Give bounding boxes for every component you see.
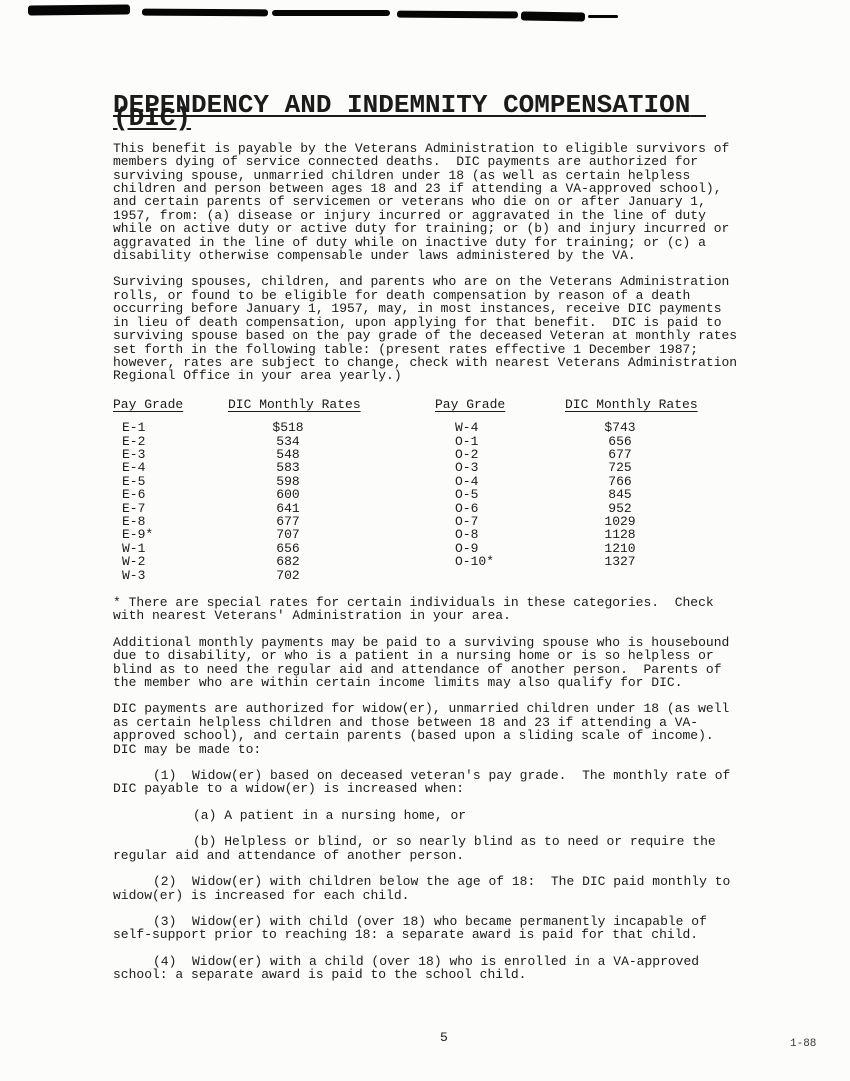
table-row [113, 569, 740, 582]
rate-cell: 1128 [604, 527, 636, 543]
rate-cell: 682 [276, 554, 300, 570]
page-number: 5 [440, 1030, 448, 1045]
rate-cell: 600 [276, 487, 300, 503]
rate-cell: 707 [276, 527, 300, 543]
column-header-pay-grade-right: Pay Grade [435, 396, 506, 412]
pay-grade-cell: E-4 [122, 460, 146, 476]
pay-grade-cell: E-8 [122, 513, 146, 529]
scan-artifact [142, 9, 268, 17]
rate-cell: 548 [276, 446, 300, 462]
pay-grade-cell: O-6 [455, 500, 479, 516]
pay-grade-cell: E-3 [122, 446, 146, 462]
rate-cell: 656 [608, 433, 632, 449]
list-item-2: (2) Widow(er) with children below the age of 18: The DIC paid monthly to widow(er) is increased for each child. [113, 874, 739, 903]
table-row [113, 502, 740, 515]
scan-artifact [521, 11, 585, 21]
rate-cell: 598 [276, 473, 300, 489]
table-row [113, 488, 740, 501]
scan-artifact [28, 4, 130, 15]
table-row [113, 435, 740, 448]
column-header-rates-left: DIC Monthly Rates [228, 396, 361, 412]
paragraph-benefit-overview: This benefit is payable by the Veterans Administration to eligible survivors of members dying of service connected deaths. DIC payments are authorized for surviving spouse, unmarried children under 18 (as well as certain helpless children and person between ages 18 and 23 if attending a VA-approved school), and certain parents of servicemen or veterans who die on or after January 1, 1957, from: (a) disease or injury incurred or aggravated in the line of duty while on active duty or active duty for training; or (b) and injury incurred or aggravated in the line of duty while on inactive duty for training; or (c) a disability otherwise compensable under laws administered by the VA. [113, 140, 738, 264]
pay-grade-cell: O-4 [455, 473, 479, 489]
pay-grade-cell: O-9 [455, 540, 479, 556]
page-title: DEPENDENCY AND INDEMNITY COMPENSATION (DIC) [113, 90, 706, 134]
pay-grade-cell: O-2 [455, 446, 479, 462]
rate-cell: 1210 [604, 540, 636, 556]
pay-grade-cell: W-4 [455, 420, 479, 436]
rate-cell: 677 [608, 446, 632, 462]
pay-grade-cell: W-3 [122, 567, 146, 583]
table-row [113, 475, 740, 488]
table-row [113, 515, 740, 528]
pay-grade-cell: O-10* [455, 554, 495, 570]
list-item-3: (3) Widow(er) with child (over 18) who became permanently incapable of self-support prior to reaching 18: a separate award is paid for that child. [113, 913, 715, 943]
rate-cell [565, 569, 675, 582]
pay-grade-cell: O-3 [455, 460, 479, 476]
rate-cell: 845 [608, 487, 632, 503]
table-row [113, 542, 740, 555]
column-header-rates-right: DIC Monthly Rates [565, 396, 698, 412]
table-row [113, 555, 740, 568]
list-item-4: (4) Widow(er) with a child (over 18) who is enrolled in a VA-approved school: a separate award is paid to the school child. [113, 953, 707, 983]
list-item-1b: (b) Helpless or blind, or so nearly blind as to need or require the regular aid and attendance of another person. [113, 834, 724, 863]
rate-cell: $518 [272, 420, 304, 436]
pay-grade-cell [435, 569, 565, 582]
list-item-1a: (a) A patient in a nursing home, or [193, 807, 467, 823]
table-footnote: * There are special rates for certain individuals in these categories. Check with nearest Veterans' Administration in your area. [113, 595, 722, 624]
table-row [113, 448, 740, 461]
corner-mark: 1-88 [790, 1038, 817, 1050]
rates-table-body [113, 421, 740, 582]
scan-artifact [397, 11, 518, 19]
column-header-pay-grade-left: Pay Grade [113, 396, 184, 412]
pay-grade-cell: E-1 [122, 420, 146, 436]
dic-rates-table [113, 398, 740, 582]
pay-grade-cell: E-2 [122, 433, 146, 449]
paragraph-dic-authorized: DIC payments are authorized for widow(er), unmarried children under 18 (as well as certain helpless children and those between 18 and 23 if attending a VA-approved school), and certain parents (based upon a sliding scale of income). DIC may be made to: [113, 701, 738, 757]
paragraph-additional-payments: Additional monthly payments may be paid to a surviving spouse who is housebound due to disability, or who is a patient in a nursing home or is so helpless or blind as to need the regular aid and attendance of another person. Parents of the member who are within certain income limits may also qualify for DIC. [113, 634, 738, 691]
scan-artifact [272, 10, 390, 16]
pay-grade-cell: W-1 [122, 540, 146, 556]
rate-cell: 1327 [604, 554, 636, 570]
pay-grade-cell: E-6 [122, 487, 146, 503]
table-header-row [113, 398, 740, 411]
paragraph-eligibility-rolls: Surviving spouses, children, and parents who are on the Veterans Administration rolls, or found to be eligible for death compensation by reason of a death occurring before January 1, 1957, may, in most instances, receive DIC payments in lieu of death compensation, upon applying for that benefit. DIC is paid to surviving spouse based on the pay grade of the deceased Veteran at monthly rates set forth in the following table: (present rates effective 1 December 1987; however, rates are subject to change, check with nearest Veterans Administration Regional Office in your area yearly.) [113, 274, 745, 384]
pay-grade-cell: E-9* [122, 527, 154, 543]
rate-cell: 656 [276, 540, 300, 556]
table-row [113, 461, 740, 474]
list-item-1: (1) Widow(er) based on deceased veteran's pay grade. The monthly rate of DIC payable to a widow(er) is increased when: [113, 768, 739, 797]
table-row [113, 421, 740, 434]
pay-grade-cell: O-1 [455, 433, 479, 449]
rate-cell: 677 [276, 513, 300, 529]
rate-cell: 952 [608, 500, 632, 516]
pay-grade-cell: W-2 [122, 554, 146, 570]
pay-grade-cell: O-7 [455, 513, 479, 529]
document-page [113, 90, 745, 995]
pay-grade-cell: E-7 [122, 500, 146, 516]
pay-grade-cell: O-8 [455, 527, 479, 543]
rate-cell: 725 [608, 460, 632, 476]
rate-cell: 534 [276, 433, 300, 449]
rate-cell: 766 [608, 473, 632, 489]
table-row [113, 528, 740, 541]
rate-cell: 583 [276, 460, 300, 476]
rate-cell: 702 [276, 567, 300, 583]
pay-grade-cell: O-5 [455, 487, 479, 503]
scan-artifact [588, 15, 618, 18]
rate-cell: $743 [604, 420, 636, 436]
rate-cell: 641 [276, 500, 300, 516]
pay-grade-cell: E-5 [122, 473, 146, 489]
rate-cell: 1029 [604, 513, 636, 529]
